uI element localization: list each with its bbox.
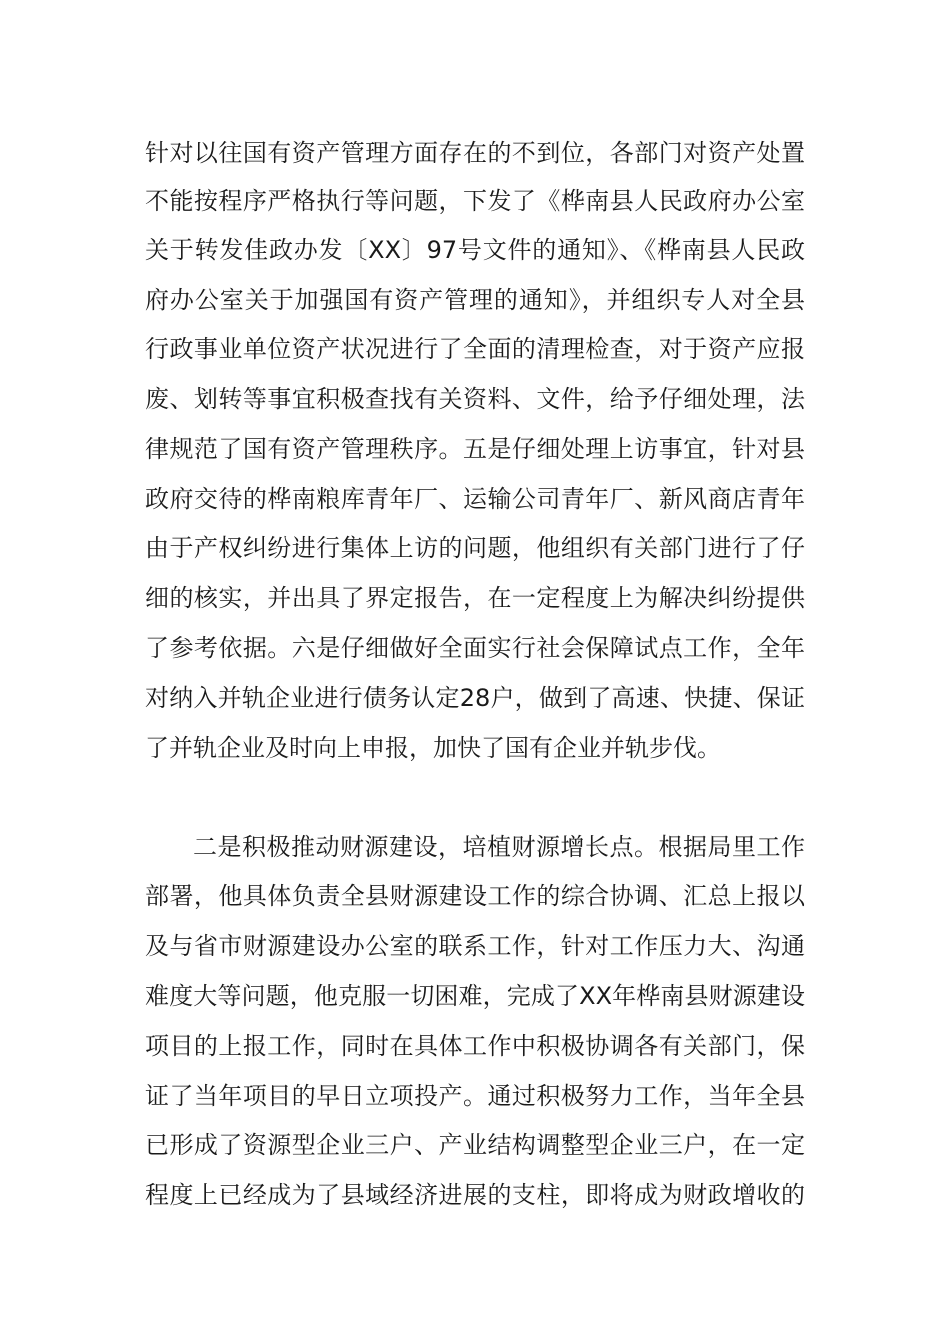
paragraph-1-line-12: 对纳入并轨企业进行债务认定28户，做到了高速、快捷、保证 [145, 684, 805, 712]
paragraph-1-line-10: 细的核实，并出具了界定报告，在一定程度上为解决纠纷提供 [145, 584, 805, 612]
paragraph-1-line-5: 行政事业单位资产状况进行了全面的清理检查，对于资产应报 [145, 335, 805, 363]
paragraph-2-line-6: 证了当年项目的早日立项投产。通过积极努力工作，当年全县 [145, 1082, 805, 1110]
paragraph-2-line-4: 难度大等问题，他克服一切困难，完成了XX年桦南县财源建设 [145, 982, 805, 1010]
paragraph-1-line-13: 了并轨企业及时向上申报，加快了国有企业并轨步伐。 [145, 734, 721, 762]
paragraph-1-line-8: 政府交待的桦南粮库青年厂、运输公司青年厂、新风商店青年 [145, 485, 805, 513]
paragraph-1-line-3: 关于转发佳政办发〔XX〕97号文件的通知》、《桦南县人民政 [145, 236, 805, 264]
paragraph-1-line-9: 由于产权纠纷进行集体上访的问题，他组织有关部门进行了仔 [145, 534, 805, 562]
paragraph-1-line-1: 针对以往国有资产管理方面存在的不到位，各部门对资产处置 [145, 139, 805, 167]
paragraph-2-line-1: 二是积极推动财源建设，培植财源增长点。根据局里工作 [193, 833, 805, 861]
paragraph-1-line-2: 不能按程序严格执行等问题，下发了《桦南县人民政府办公室 [145, 187, 805, 215]
paragraph-2-line-7: 已形成了资源型企业三户、产业结构调整型企业三户，在一定 [145, 1131, 805, 1159]
paragraph-2-line-8: 程度上已经成为了县域经济进展的支柱，即将成为财政增收的 [145, 1181, 805, 1209]
paragraph-1-line-7: 律规范了国有资产管理秩序。五是仔细处理上访事宜，针对县 [145, 435, 805, 463]
paragraph-1-line-4: 府办公室关于加强国有资产管理的通知》，并组织专人对全县 [145, 286, 805, 314]
paragraph-2-line-5: 项目的上报工作，同时在具体工作中积极协调各有关部门，保 [145, 1032, 805, 1060]
paragraph-2-line-3: 及与省市财源建设办公室的联系工作，针对工作压力大、沟通 [145, 932, 805, 960]
paragraph-1-line-6: 废、划转等事宜积极查找有关资料、文件，给予仔细处理，法 [145, 385, 805, 413]
paragraph-1-line-11: 了参考依据。六是仔细做好全面实行社会保障试点工作，全年 [145, 634, 805, 662]
paragraph-2-line-2: 部署，他具体负责全县财源建设工作的综合协调、汇总上报以 [145, 882, 805, 910]
